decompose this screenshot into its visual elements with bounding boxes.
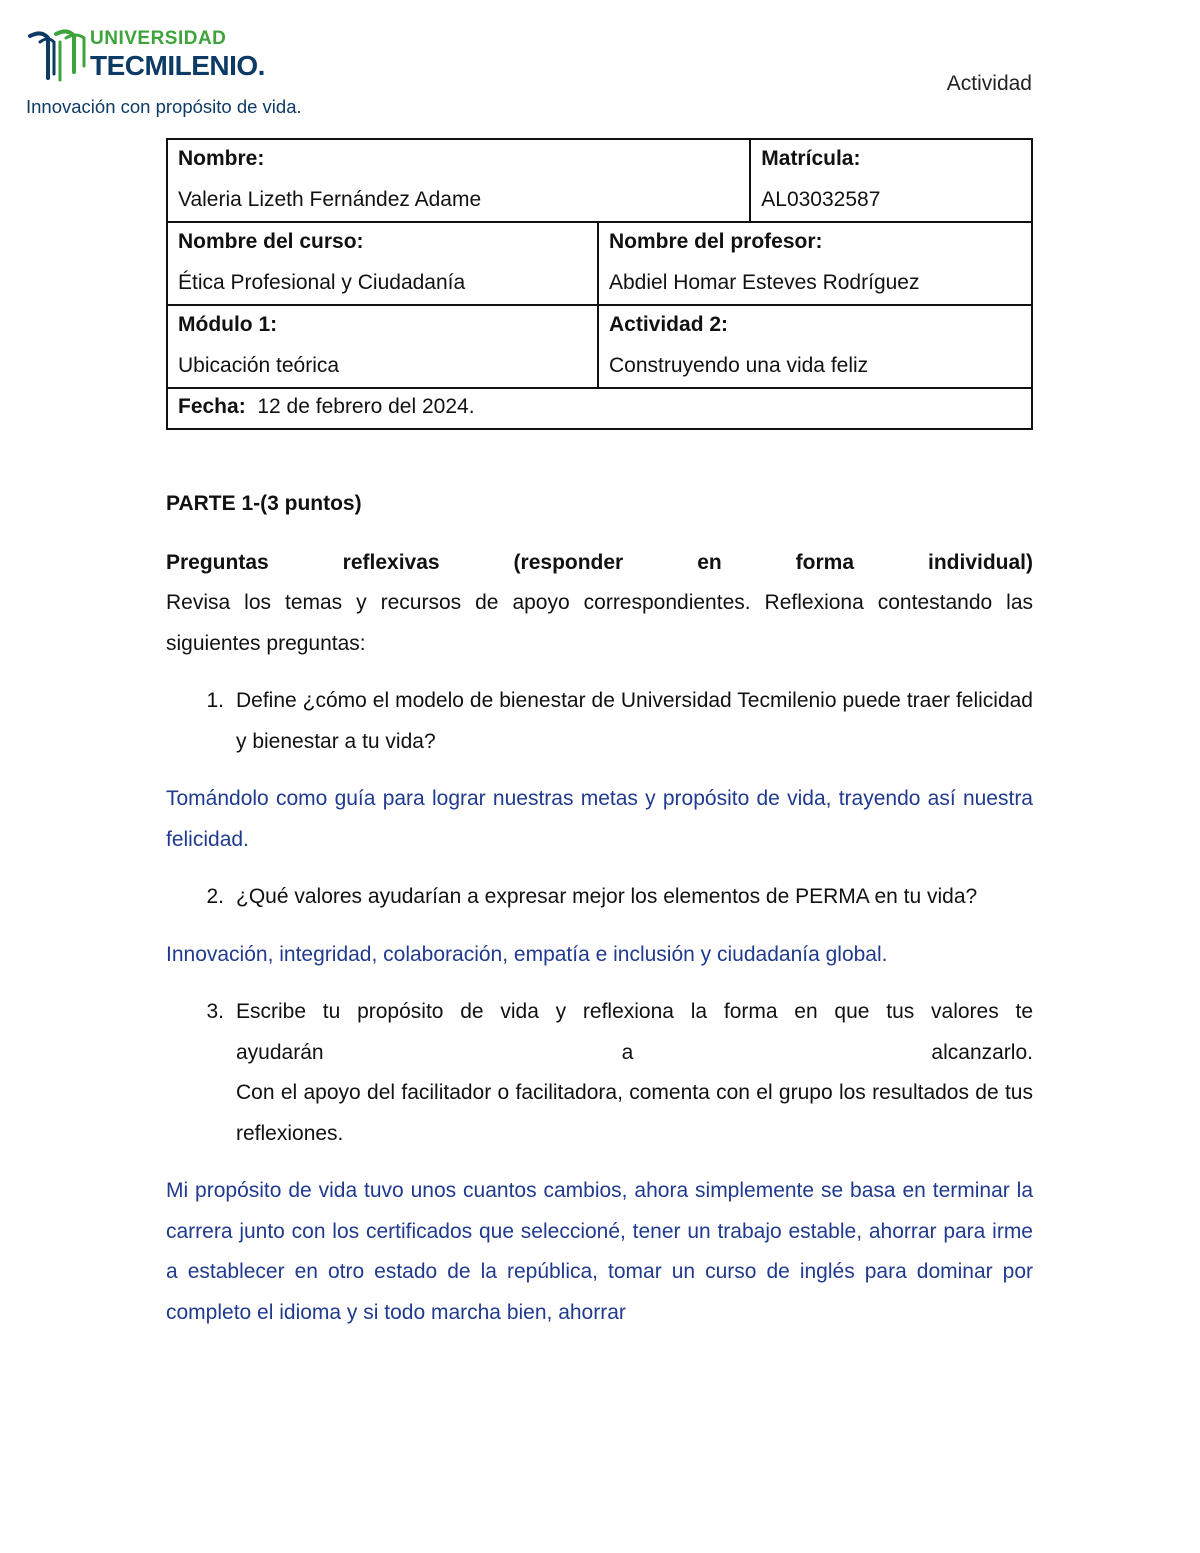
curso-label: Nombre del curso: — [178, 230, 364, 253]
info-table — [166, 138, 1033, 430]
question-number: 2. — [206, 885, 224, 908]
matricula-value: AL03032587 — [761, 188, 881, 211]
word: alcanzarlo. — [931, 1040, 1033, 1064]
intro-text: Revisa los temas y recursos de apoyo correspondientes. Reflexiona contestando las siguientes preguntas: — [166, 591, 1033, 655]
answer-3: Mi propósito de vida tuvo unos cuantos cambios, ahora simplemente se basa en terminar la carrera junto con los certificados que seleccioné, tener un trabajo estable, ahorrar para irme a establecer en otro estado de la república, tomar un curso de inglés para dominar por completo el idioma y si todo marcha bien, ahorrar — [166, 1179, 1033, 1324]
info-row-name — [166, 138, 1033, 221]
modulo-value: Ubicación teórica — [178, 354, 340, 377]
logo-line1: UNIVERSIDAD — [90, 28, 227, 49]
nombre-label: Nombre: — [178, 147, 265, 170]
header-activity-label: Actividad — [946, 72, 1032, 95]
cell-nombre — [168, 140, 749, 221]
logo-line2: TECMILENIO. — [90, 50, 265, 81]
cell-fecha — [168, 389, 1031, 428]
tecmilenio-logo-mark-icon — [28, 28, 86, 82]
word: ayudarán — [236, 1040, 324, 1064]
question-text: Define ¿cómo el modelo de bienestar de Universidad Tecmilenio puede traer felicidad y bienestar a tu vida? — [236, 689, 1033, 753]
cell-profesor — [597, 223, 1031, 304]
logo-tagline: Innovación con propósito de vida. — [26, 96, 302, 117]
curso-value: Ética Profesional y Ciudadanía — [178, 271, 466, 294]
university-logo — [24, 22, 324, 122]
fecha-line — [178, 392, 1021, 422]
questions-heading: Preguntas reflexivas (responder en forma individual) — [166, 550, 1033, 574]
document-body — [166, 484, 1033, 1350]
question-1 — [166, 681, 1033, 762]
part-title: PARTE 1-(3 puntos) — [166, 492, 362, 515]
info-row-module — [166, 304, 1033, 387]
info-row-course — [166, 221, 1033, 304]
answer-1: Tomándolo como guía para lograr nuestras metas y propósito de vida, trayendo así nuestra felicidad. — [166, 787, 1033, 851]
fecha-value: 12 de febrero del 2024. — [257, 395, 475, 418]
fecha-label: Fecha: — [178, 395, 246, 418]
question-2 — [166, 877, 1033, 918]
question-text-line2 — [236, 1033, 1033, 1074]
question-text: Escribe tu propósito de vida y reflexiona la forma en que tus valores te — [236, 1000, 1033, 1023]
info-row-date — [166, 387, 1033, 430]
actividad-label: Actividad 2: — [609, 313, 729, 336]
question-text-line3: Con el apoyo del facilitador o facilitadora, comenta con el grupo los resultados de tus reflexiones. — [236, 1081, 1033, 1145]
word: a — [621, 1040, 634, 1064]
cell-matricula — [749, 140, 1031, 221]
answer-2: Innovación, integridad, colaboración, empatía e inclusión y ciudadanía global. — [166, 942, 888, 966]
question-text: ¿Qué valores ayudarían a expresar mejor los elementos de PERMA en tu vida? — [236, 885, 978, 908]
cell-modulo — [168, 306, 597, 387]
cell-curso — [168, 223, 597, 304]
question-number: 1. — [206, 689, 224, 712]
nombre-value: Valeria Lizeth Fernández Adame — [178, 188, 482, 211]
question-3 — [166, 992, 1033, 1154]
modulo-label: Módulo 1: — [178, 313, 278, 336]
actividad-value: Construyendo una vida feliz — [609, 354, 869, 377]
question-number: 3. — [206, 1000, 224, 1023]
profesor-label: Nombre del profesor: — [609, 230, 823, 253]
matricula-label: Matrícula: — [761, 147, 861, 170]
cell-actividad — [597, 306, 1031, 387]
profesor-value: Abdiel Homar Esteves Rodríguez — [609, 271, 920, 294]
